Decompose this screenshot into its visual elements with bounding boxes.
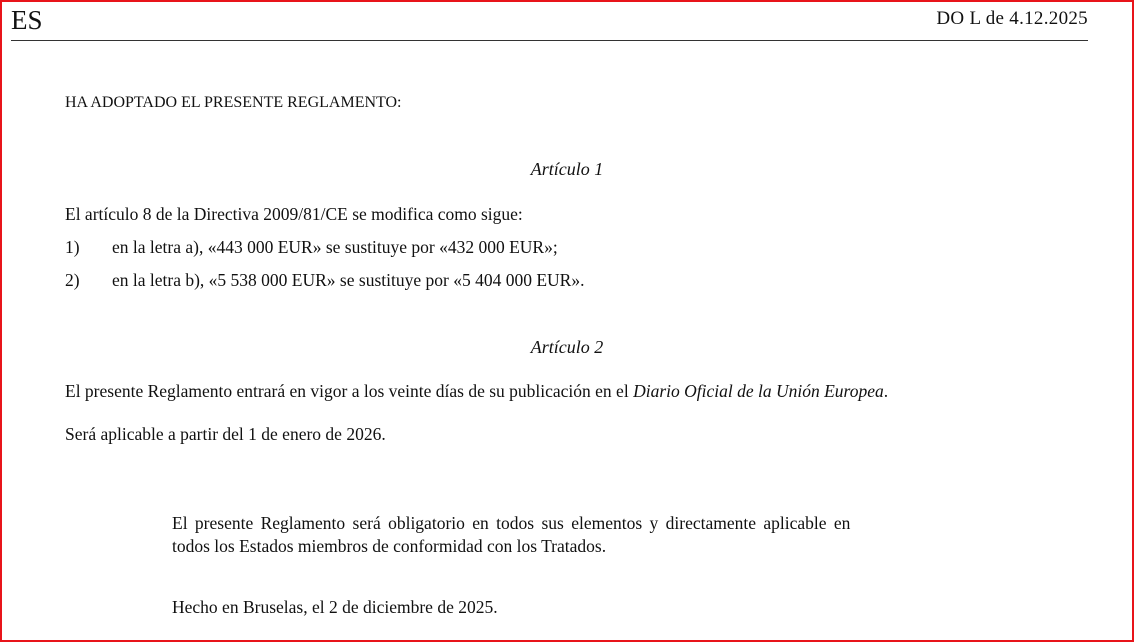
item-2-number: 2) [65, 270, 80, 290]
journal-reference: DO L de 4.12.2025 [936, 8, 1088, 29]
closing-line-1: El presente Reglamento será obligatorio en todos sus elementos y directamente aplicable en [172, 513, 851, 533]
signature-line: Hecho en Bruselas, el 2 de diciembre de 2025. [172, 597, 498, 617]
article-2-paragraph-2: Será aplicable a partir del 1 de enero de 2026. [65, 424, 386, 444]
language-code: ES [11, 5, 43, 35]
item-1-text: en la letra a), «443 000 EUR» se sustituye por «432 000 EUR»; [112, 237, 558, 257]
article-2-paragraph-1 [65, 381, 888, 402]
paragraph-end: . [883, 381, 889, 401]
item-2-text: en la letra b), «5 538 000 EUR» se sustituye por «5 404 000 EUR». [112, 270, 585, 290]
paragraph-text: El presente Reglamento entrará en vigor a los veinte días de su publicación en el [65, 381, 634, 401]
article-1-title: Artículo 1 [530, 159, 604, 179]
adoption-statement: HA ADOPTADO EL PRESENTE REGLAMENTO: [65, 94, 402, 111]
journal-name: Diario Oficial de la Unión Europea [633, 381, 884, 401]
article-1-intro: El artículo 8 de la Directiva 2009/81/CE se modifica como sigue: [65, 204, 523, 224]
closing-line-2: todos los Estados miembros de conformidad con los Tratados. [172, 536, 607, 556]
item-1-number: 1) [65, 237, 80, 257]
header-rule [11, 40, 1088, 41]
article-2-title: Artículo 2 [530, 337, 604, 357]
